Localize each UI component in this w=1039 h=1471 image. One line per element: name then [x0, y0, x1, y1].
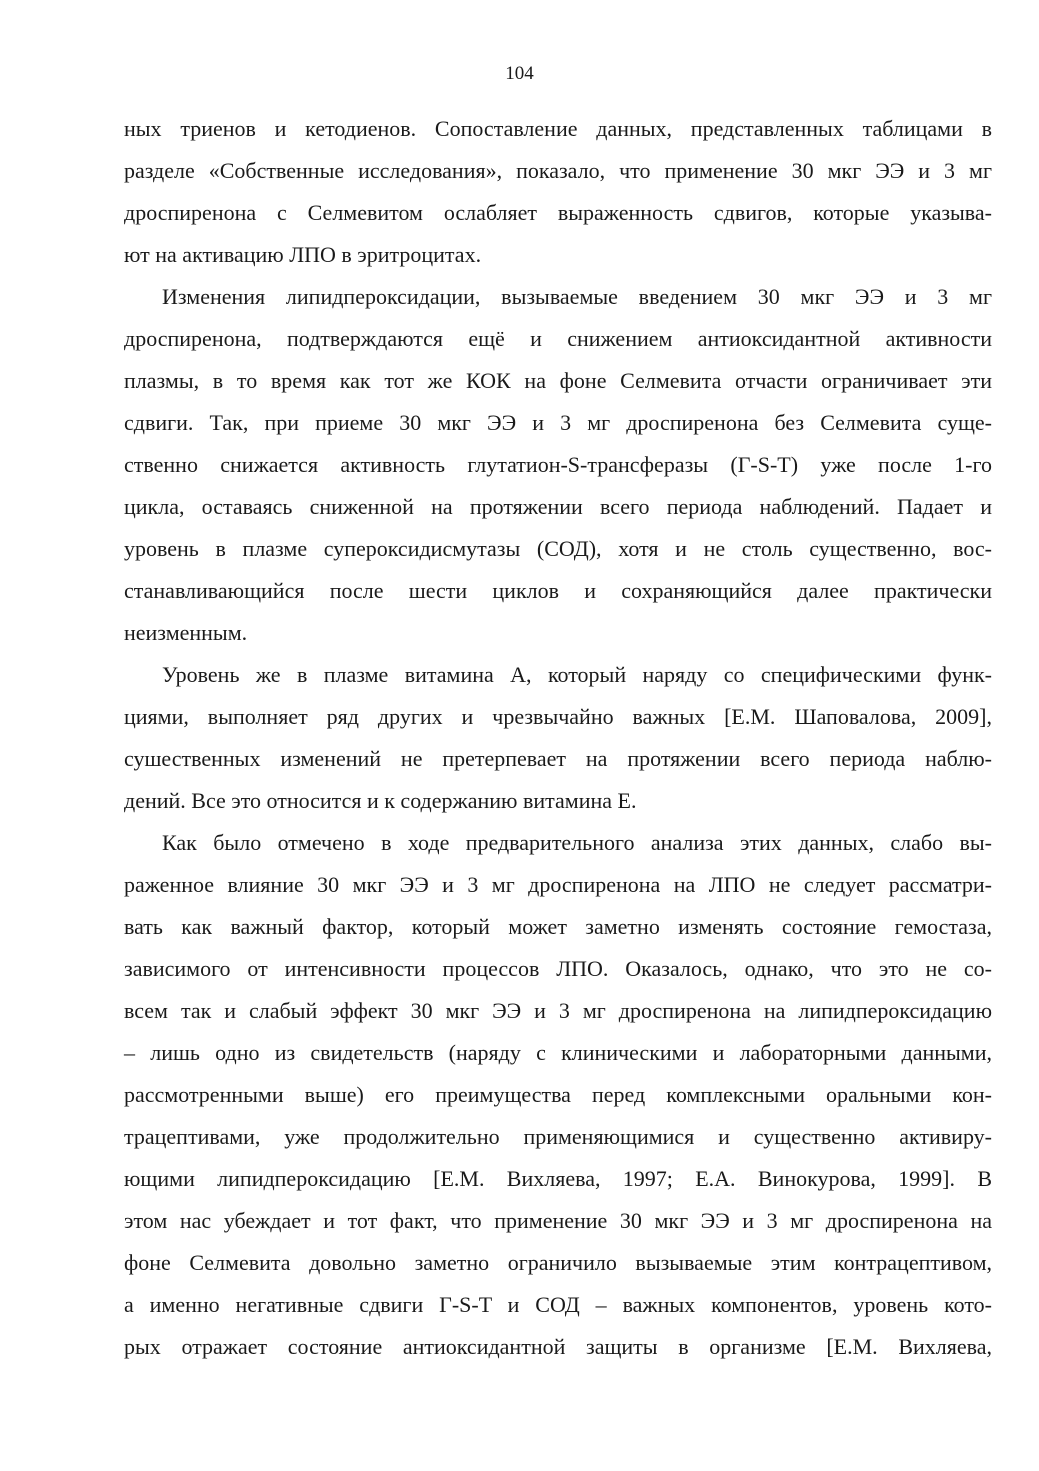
text-line: циями, выполняет ряд других и чрезвычайно важных [Е.М. Шаповалова, 2009], [124, 704, 992, 729]
text-line: ющими липидпероксидацию [Е.М. Вихляева, 1997; Е.А. Винокурова, 1999]. В [124, 1166, 992, 1191]
text-line: зависимого от интенсивности процессов ЛПО. Оказалось, однако, что это не со- [124, 956, 992, 981]
text-line: дроспиренона, подтверждаются ещё и снижением антиоксидантной активности [124, 326, 992, 351]
text-line: – лишь одно из свидетельств (наряду с клиническими и лабораторными данными, [124, 1040, 992, 1065]
text-line: плазмы, в то время как тот же КОК на фоне Селмевита отчасти ограничивает эти [124, 368, 992, 393]
text-line: неизменным. [124, 620, 248, 645]
text-line: фоне Селмевита довольно заметно ограничило вызываемые этим контрацептивом, [124, 1250, 992, 1275]
page-number: 104 [505, 63, 534, 84]
text-line: вать как важный фактор, который может заметно изменять состояние гемостаза, [124, 914, 992, 939]
body-text [124, 108, 992, 1368]
text-line: уровень в плазме супероксидисмутазы (СОД), хотя и не столь существенно, вос- [124, 536, 992, 561]
text-line: раженное влияние 30 мкг ЭЭ и 3 мг дроспиренона на ЛПО не следует рассматри- [124, 872, 992, 897]
text-line: ных триенов и кетодиенов. Сопоставление данных, представленных таблицами в [124, 116, 992, 141]
text-line: этом нас убеждает и тот факт, что применение 30 мкг ЭЭ и 3 мг дроспиренона на [124, 1208, 992, 1233]
text-line: а именно негативные сдвиги Г-S-T и СОД – важных компонентов, уровень кото- [124, 1292, 992, 1317]
text-line: Как было отмечено в ходе предварительного анализа этих данных, слабо вы- [162, 830, 992, 855]
text-line: разделе «Собственные исследования», показало, что применение 30 мкг ЭЭ и 3 мг [124, 158, 992, 183]
text-line: станавливающийся после шести циклов и сохраняющийся далее практически [124, 578, 992, 603]
text-line: сдвиги. Так, при приеме 30 мкг ЭЭ и 3 мг дроспиренона без Селмевита суще- [124, 410, 992, 435]
text-line: рых отражает состояние антиоксидантной защиты в организме [Е.М. Вихляева, [124, 1334, 992, 1359]
text-line: сушественных изменений не претерпевает на протяжении всего периода наблю- [124, 746, 992, 771]
text-line: рассмотренными выше) его преимущества перед комплексными оральными кон- [124, 1082, 992, 1107]
text-line: всем так и слабый эффект 30 мкг ЭЭ и 3 мг дроспиренона на липидпероксидацию [124, 998, 992, 1023]
text-line: дений. Все это относится и к содержанию витамина Е. [124, 788, 637, 813]
text-line: трацептивами, уже продолжительно применяющимися и существенно активиру- [124, 1124, 992, 1149]
text-line: Изменения липидпероксидации, вызываемые введением 30 мкг ЭЭ и 3 мг [162, 284, 992, 309]
text-line: цикла, оставаясь сниженной на протяжении всего периода наблюдений. Падает и [124, 494, 992, 519]
text-line: Уровень же в плазме витамина А, который наряду со специфическими функ- [162, 662, 992, 687]
text-line: дроспиренона с Селмевитом ослабляет выраженность сдвигов, которые указыва- [124, 200, 992, 225]
text-line: ственно снижается активность глутатион-S-трансферазы (Г-S-T) уже после 1-го [124, 452, 992, 477]
text-line: ют на активацию ЛПО в эритроцитах. [124, 242, 482, 267]
